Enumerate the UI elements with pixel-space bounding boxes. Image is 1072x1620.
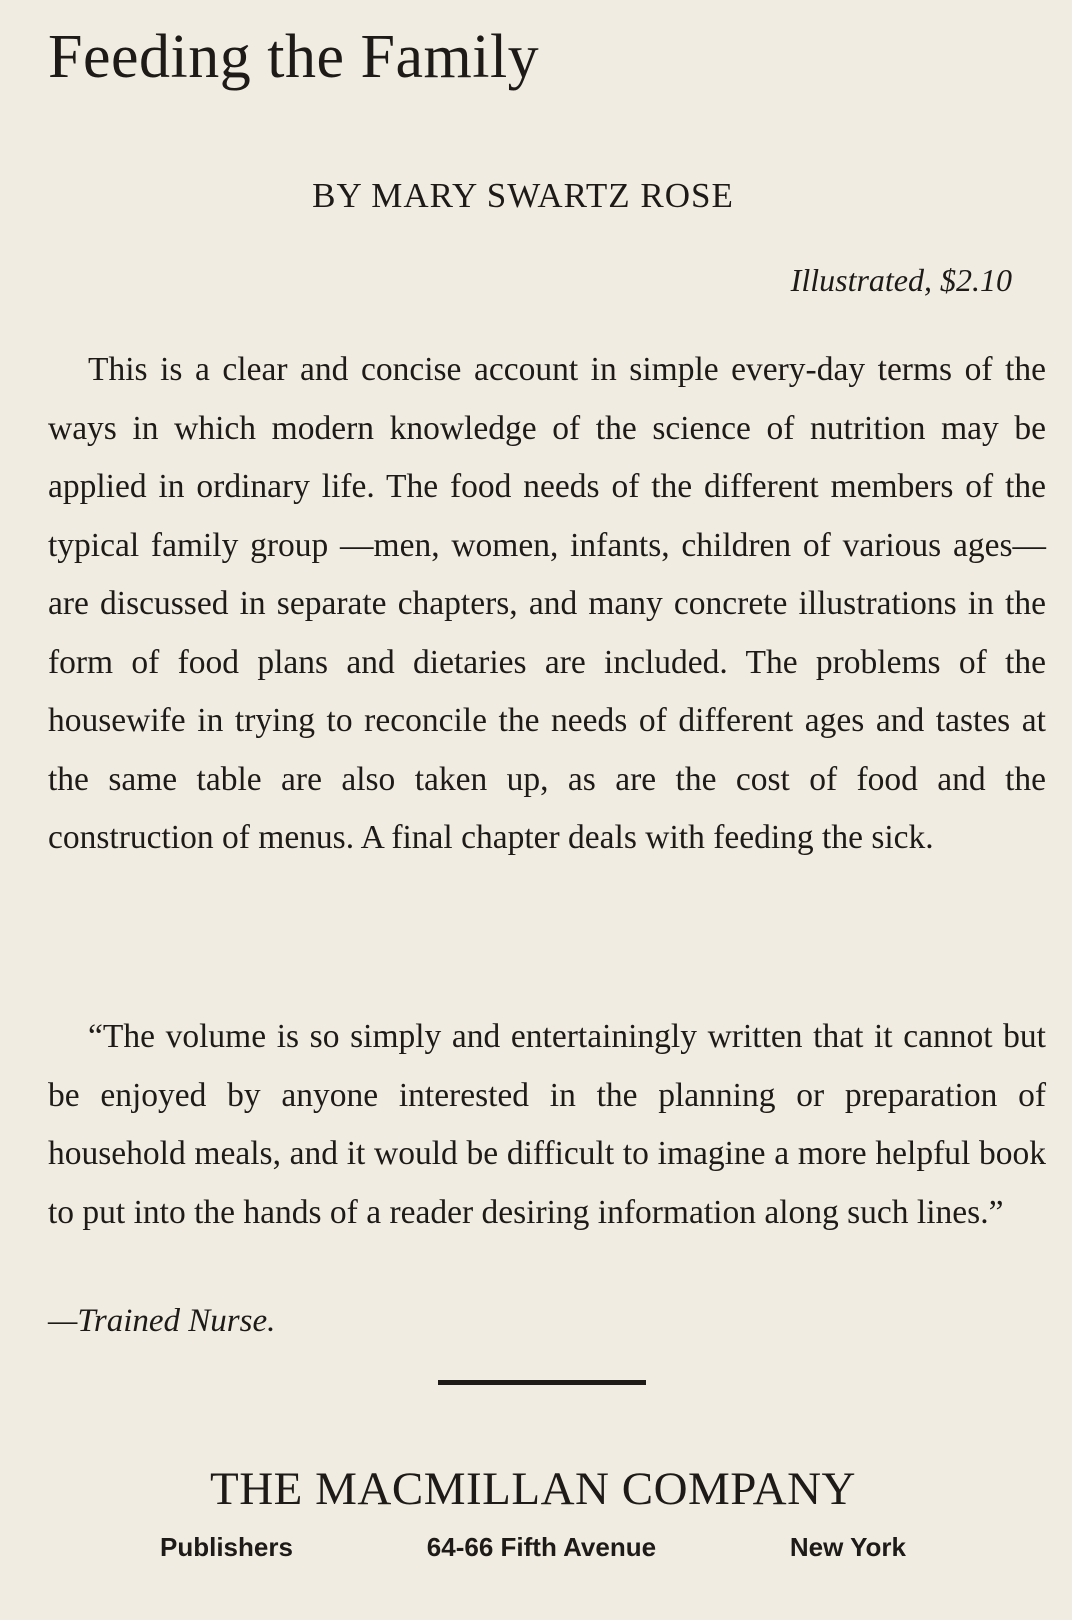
book-description: This is a clear and concise account in simple every-day terms of the ways in which modern knowledge of the science of nutrition may be applied in ordinary life. The food needs of the different members of the typical family group —men, women, infants, children of various ages—are discussed in separate chapters, and many concrete illustrations in the form of food plans and dietaries are included. The problems of the housewife in trying to reconcile the needs of different ages and tastes at the same table are also taken up, as are the cost of food and the construction of menus. A final chapter deals with feeding the sick. [48,351,1046,856]
publisher-address: 64-66 Fifth Avenue [426,1532,657,1562]
publisher-city: New York [789,1532,906,1562]
review-attribution: —Trained Nurse. [48,1303,276,1339]
price-line: Illustrated, $2.10 [790,262,1012,298]
author-line: BY MARY SWARTZ ROSE [312,176,734,215]
publisher-info [160,1532,906,1563]
publisher-name: THE MACMILLAN COMPANY [210,1463,856,1515]
book-title: Feeding the Family [48,23,540,91]
publisher-role: Publishers [160,1532,293,1562]
divider-rule [438,1380,646,1385]
advertisement-page [48,0,1046,1620]
review-quote: “The volume is so simply and entertainingly written that it cannot but be enjoyed by anyone interested in the planning or preparation of household meals, and it would be difficult to imagine a more helpful book to put into the hands of a reader desiring information along such lines.” [48,1018,1046,1231]
